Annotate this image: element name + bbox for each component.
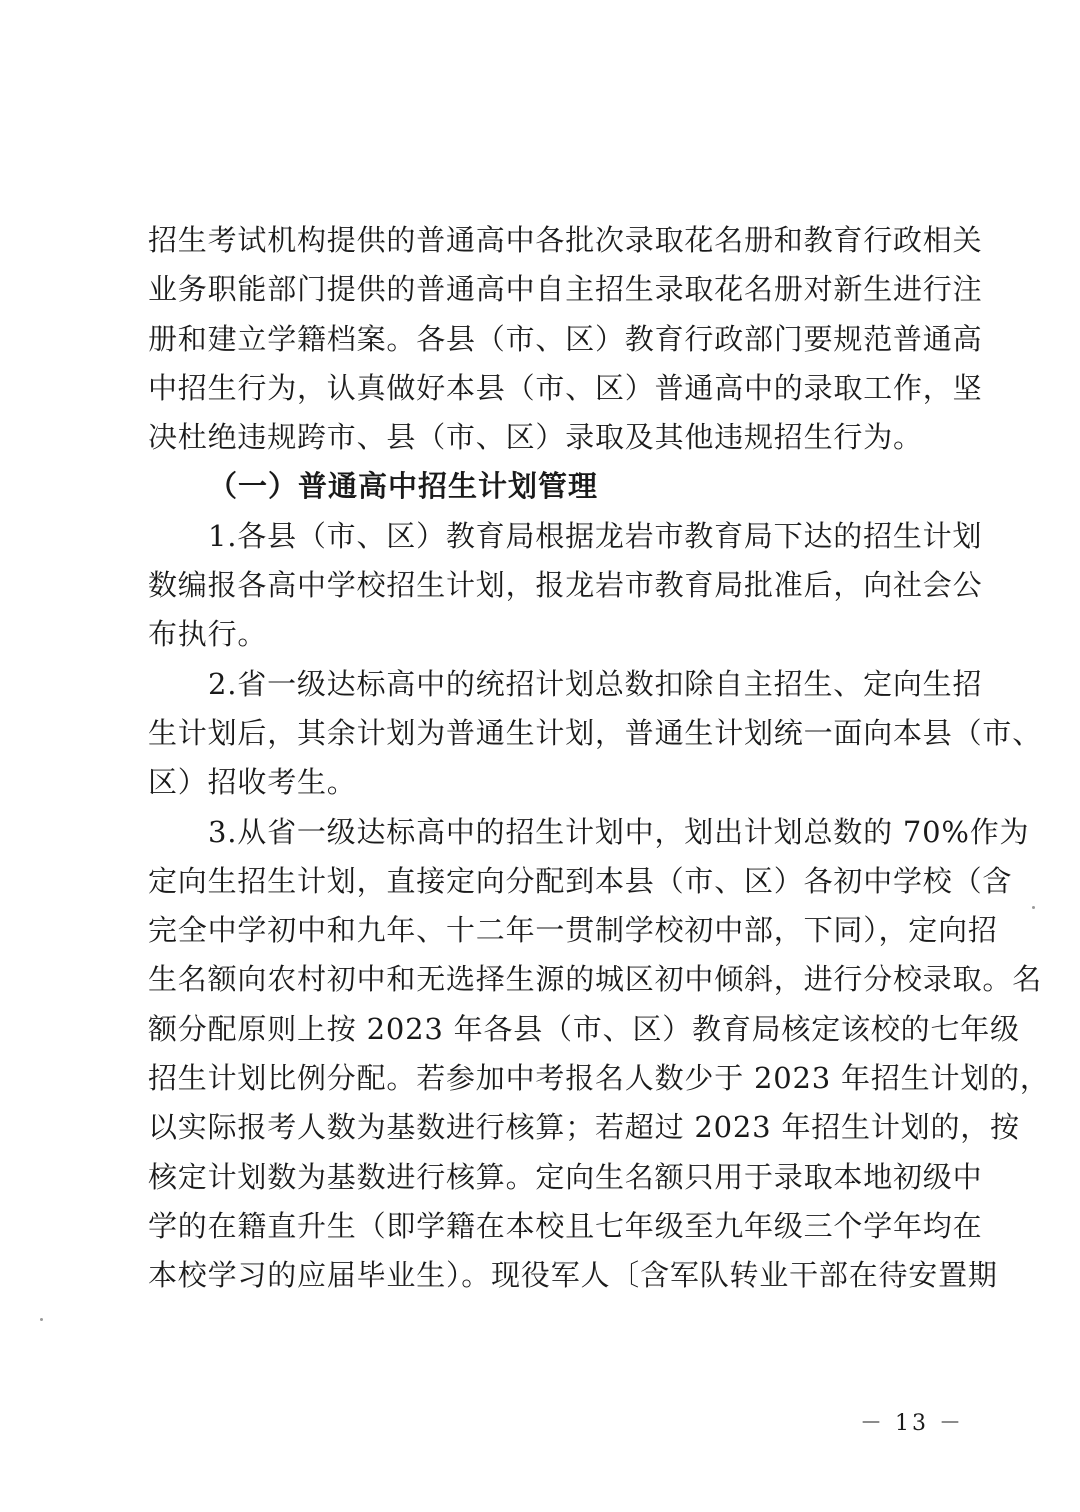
body-text: [148, 216, 1050, 1301]
text-line: 额分配原则上按 2023 年各县（市、区）教育局核定该校的七年级: [148, 1011, 1020, 1046]
text-line: 生名额向农村初中和无选择生源的城区初中倾斜，进行分校录取。名: [148, 962, 1043, 997]
text-line: 以实际报考人数为基数进行核算；若超过 2023 年招生计划的，按: [148, 1110, 1020, 1145]
text-line: 学的在籍直升生（即学籍在本校且七年级至九年级三个学年均在: [148, 1208, 983, 1243]
text-line: 2.省一级达标高中的统招计划总数扣除自主招生、定向生招: [208, 666, 983, 701]
text-line: 3.从省一级达标高中的招生计划中，划出计划总数的 70%作为: [208, 814, 1030, 849]
text-line: 生计划后，其余计划为普通生计划，普通生计划统一面向本县（市、: [148, 715, 1043, 750]
text-line: 核定计划数为基数进行核算。定向生名额只用于录取本地初级中: [148, 1159, 983, 1194]
text-line: 招生计划比例分配。若参加中考报名人数少于 2023 年招生计划的，: [148, 1061, 1050, 1096]
text-line: 完全中学初中和九年、十二年一贯制学校初中部，下同），定向招: [148, 913, 998, 948]
scan-speck: [40, 1318, 43, 1321]
page-number: － 13 －: [860, 1411, 964, 1436]
text-line: 布执行。: [148, 617, 268, 652]
text-line: 1.各县（市、区）教育局根据龙岩市教育局下达的招生计划: [208, 518, 983, 553]
section-heading: （一）普通高中招生计划管理: [208, 469, 599, 504]
text-line: 决杜绝违规跨市、县（市、区）录取及其他违规招生行为。: [148, 420, 923, 455]
text-line: 业务职能部门提供的普通高中自主招生录取花名册对新生进行注: [148, 272, 983, 307]
text-line: 区）招收考生。: [148, 765, 357, 800]
text-line: 定向生招生计划，直接定向分配到本县（市、区）各初中学校（含: [148, 863, 1013, 898]
scan-speck: [1032, 906, 1035, 909]
text-line: 册和建立学籍档案。各县（市、区）教育行政部门要规范普通高: [148, 321, 983, 356]
text-line: 中招生行为，认真做好本县（市、区）普通高中的录取工作，坚: [148, 370, 983, 405]
text-line: 数编报各高中学校招生计划，报龙岩市教育局批准后，向社会公: [148, 568, 983, 603]
text-line: 招生考试机构提供的普通高中各批次录取花名册和教育行政相关: [148, 223, 983, 257]
text-line: 本校学习的应届毕业生）。现役军人〔含军队转业干部在待安置期: [148, 1258, 998, 1293]
